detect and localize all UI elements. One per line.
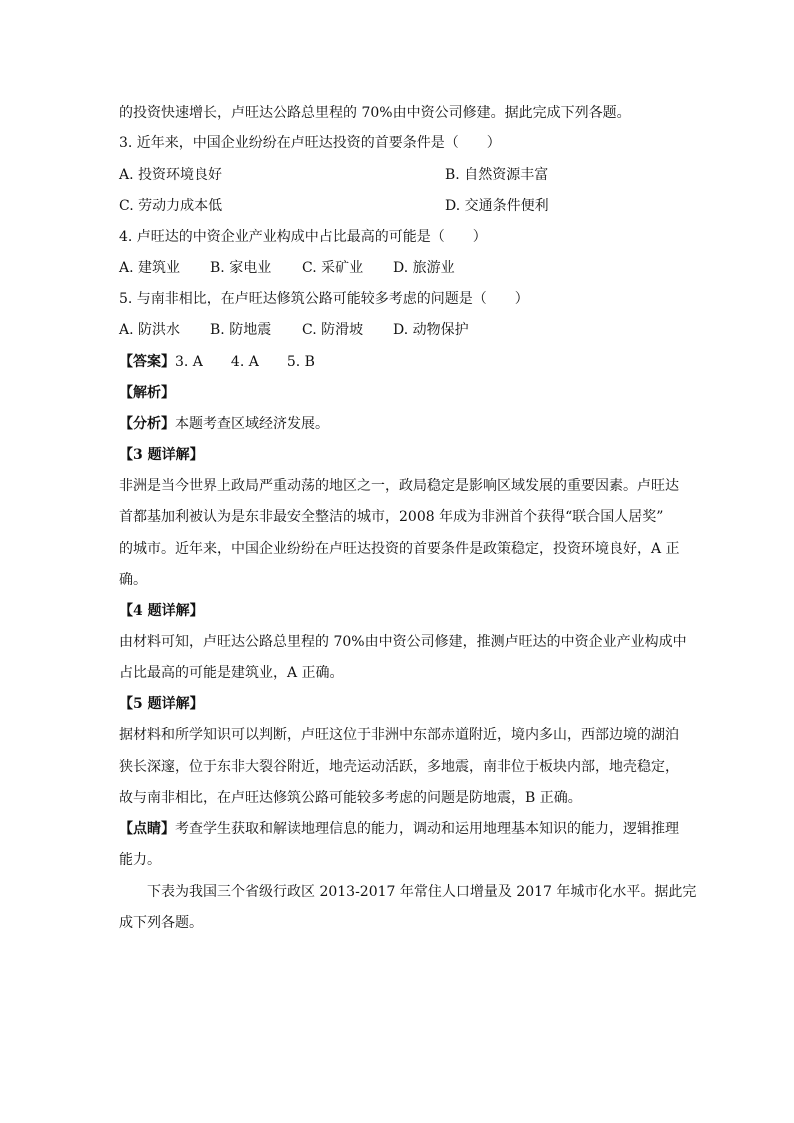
dianjing-line-2: 能力。 [119, 852, 161, 868]
question-3-option-a: A. 投资环境良好 [119, 167, 223, 183]
question-4-stem: 4. 卢旺达的中资企业产业构成中占比最高的可能是（ ） [119, 229, 487, 245]
detail-3-line: 非洲是当今世界上政局严重动荡的地区之一，政局稳定是影响区域发展的重要因素。卢旺达 [119, 478, 679, 494]
question-3-stem: 3. 近年来，中国企业纷纷在卢旺达投资的首要条件是（ ） [119, 135, 501, 151]
detail-3-line: 首都基加利被认为是东非最安全整洁的城市，2008 年成为非洲首个获得“联合国人居奖” [119, 509, 664, 525]
intro-tail-text: 的投资快速增长，卢旺达公路总里程的 70%由中资公司修建。据此完成下列各题。 [119, 105, 631, 121]
question-5-stem: 5. 与南非相比，在卢旺达修筑公路可能较多考虑的问题是（ ） [119, 291, 529, 307]
question-3-option-c: C. 劳动力成本低 [119, 198, 223, 214]
answer-label: 【答案】 [119, 354, 175, 370]
analysis-heading: 【解析】 [119, 385, 175, 401]
answer-line [119, 352, 684, 372]
detail-4-line: 占比最高的可能是建筑业，A 正确。 [119, 665, 344, 681]
question-4-option-a: A. 建筑业 [119, 260, 181, 276]
detail-5-line: 狭长深邃，位于东非大裂谷附近，地壳运动活跃，多地震，南非位于板块内部，地壳稳定， [119, 759, 679, 775]
detail-5-heading: 【5 题详解】 [119, 696, 204, 712]
detail-3-line: 的城市。近年来，中国企业纷纷在卢旺达投资的首要条件是政策稳定，投资环境良好，A 正 [119, 541, 680, 557]
next-intro-line-1: 下表为我国三个省级行政区 2013-2017 年常住人口增量及 2017 年城市化水平。据此完 [147, 884, 697, 900]
detail-5-line: 故与南非相比，在卢旺达修筑公路可能较多考虑的问题是防地震，B 正确。 [119, 790, 582, 806]
fenxi-line [119, 414, 684, 434]
dianjing-line [119, 819, 684, 839]
fenxi-label: 【分析】 [119, 416, 175, 432]
detail-3-heading: 【3 题详解】 [119, 447, 204, 463]
detail-4-heading: 【4 题详解】 [119, 603, 204, 619]
answer-text: 3. A 4. A 5. B [175, 354, 315, 370]
question-3-option-d: D. 交通条件便利 [445, 198, 549, 214]
dianjing-text: 考查学生获取和解读地理信息的能力，调动和运用地理基本知识的能力，逻辑推理 [175, 821, 679, 837]
dianjing-label: 【点睛】 [119, 821, 175, 837]
question-3-option-b: B. 自然资源丰富 [445, 167, 549, 183]
question-4-option-c: C. 采矿业 [302, 260, 364, 276]
question-4-option-d: D. 旅游业 [393, 260, 455, 276]
detail-4-line: 由材料可知，卢旺达公路总里程的 70%由中资公司修建，推测卢旺达的中资企业产业构成中 [119, 634, 687, 650]
detail-5-line: 据材料和所学知识可以判断，卢旺这位于非洲中东部赤道附近，境内多山，西部边境的湖泊 [119, 727, 679, 743]
next-intro-line-2: 成下列各题。 [119, 915, 203, 931]
detail-3-line: 确。 [119, 572, 147, 588]
question-5-option-c: C. 防滑坡 [302, 322, 364, 338]
question-4-option-b: B. 家电业 [210, 260, 272, 276]
fenxi-text: 本题考查区域经济发展。 [175, 416, 329, 432]
question-5-option-d: D. 动物保护 [393, 322, 469, 338]
question-5-option-b: B. 防地震 [210, 322, 272, 338]
question-5-option-a: A. 防洪水 [119, 322, 181, 338]
